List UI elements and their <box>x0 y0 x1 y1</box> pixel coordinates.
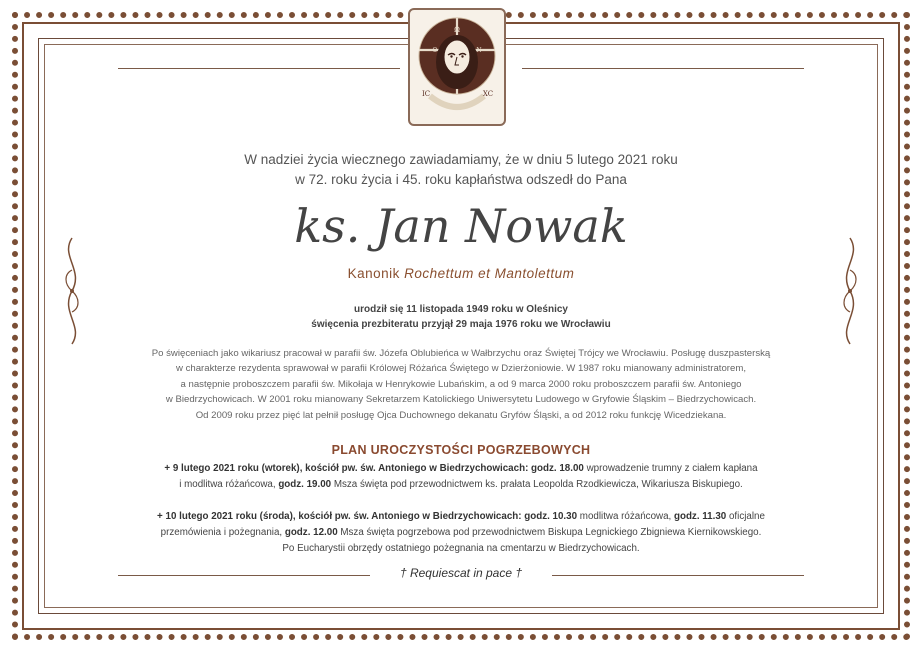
top-rule-right <box>522 68 804 69</box>
funeral-plan-title: PLAN UROCZYSTOŚCI POGRZEBOWYCH <box>331 443 591 457</box>
event2-text: oficjalne <box>726 511 765 522</box>
title-plain: Kanonik <box>347 266 405 281</box>
event2-text: Msza święta pogrzebowa pod przewodnictwem Biskupa Legnickiego Zbigniewa Kiernikowskiego. <box>337 527 762 538</box>
icon-letter-n: N <box>476 47 482 54</box>
right-flourish-icon <box>836 236 864 346</box>
event1-bold: + 9 lutego 2021 roku (wtorek), kościół pw. św. Antoniego w Biedrzychowicach: godz. 18.00 <box>164 463 584 474</box>
intro-line-2: w 72. roku życia i 45. roku kapłaństwa odszedł do Pana <box>295 172 627 187</box>
event1-text: wprowadzenie trumny z ciałem kapłana <box>583 463 758 474</box>
bio-line: Od 2009 roku przez pięć lat pełnił posługę Ojca Duchownego dekanatu Gryfów Śląski, a od 2012 roku funkcję Wicedziekana. <box>195 409 727 421</box>
event1-text: Msza święta pod przewodnictwem ks. prałata Leopolda Rzodkiewicza, Wikariusza Biskupiego. <box>331 479 743 490</box>
icon-letter-xc: XC <box>482 90 494 98</box>
event2-time: godz. 12.00 <box>284 527 338 538</box>
icon-letter-omega: Ω <box>454 26 460 34</box>
left-flourish-icon <box>58 236 86 346</box>
event2-text: przemówienia i pożegnania, <box>160 527 285 538</box>
requiescat-closing: † Requiescat in pace † <box>399 566 523 580</box>
birth-date: urodził się 11 listopada 1949 roku w Oleśnicy <box>354 304 568 315</box>
event2-bold: + 10 lutego 2021 roku (środa), kościół pw. św. Antoniego w Biedrzychowicach: godz. 10.30 <box>157 511 578 522</box>
ordination-date: święcenia prezbiteratu przyjął 29 maja 1976 roku we Wrocławiu <box>311 319 611 330</box>
funeral-event-2 <box>100 509 822 557</box>
biography <box>100 346 822 423</box>
bio-line: w charakterze rezydenta sprawował w parafii Królowej Różańca Świętego w Dzierżoniowie. W 1987 roku mianowany administratorem, <box>175 363 746 375</box>
event2-text: modlitwa różańcowa, <box>577 511 674 522</box>
title-italic: Rochettum et Mantolettum <box>404 266 575 281</box>
event2-time: godz. 11.30 <box>673 511 727 522</box>
event1-time: godz. 19.00 <box>278 479 332 490</box>
announcement-intro <box>90 150 832 190</box>
bio-line: w Biedrzychowicach. W 2001 roku mianowany Sekretarzem Katolickiego Uniwersytetu Ludowego w Gryfowie Śląskim – Biedrzychowicach. <box>165 394 757 406</box>
icon-letter-ic: IC <box>421 90 431 98</box>
event1-text: i modlitwa różańcowa, <box>179 479 279 490</box>
event2-text: Po Eucharystii obrzędy ostatniego pożegnania na cmentarzu w Biedrzychowicach. <box>282 543 640 554</box>
life-dates <box>90 302 832 332</box>
christ-icon <box>408 8 506 126</box>
deceased-name: ks. Jan Nowak <box>294 199 628 253</box>
bio-line: a następnie proboszczem parafii św. Mikołaja w Henrykowie Lubańskim, a od 9 marca 2000 roku proboszczem parafii św. Antoniego <box>180 378 742 390</box>
icon-letter-o: O <box>432 47 438 54</box>
deceased-title <box>90 266 832 281</box>
top-rule-left <box>118 68 400 69</box>
funeral-event-1 <box>100 461 822 493</box>
bio-line: Po święceniach jako wikariusz pracował w parafii św. Józefa Oblubieńca w Wałbrzychu oraz Świętej Trójcy we Wrocławiu. Posługę duszpasterską <box>151 348 771 359</box>
intro-line-1: W nadziei życia wiecznego zawiadamiamy, że w dniu 5 lutego 2021 roku <box>244 152 678 167</box>
